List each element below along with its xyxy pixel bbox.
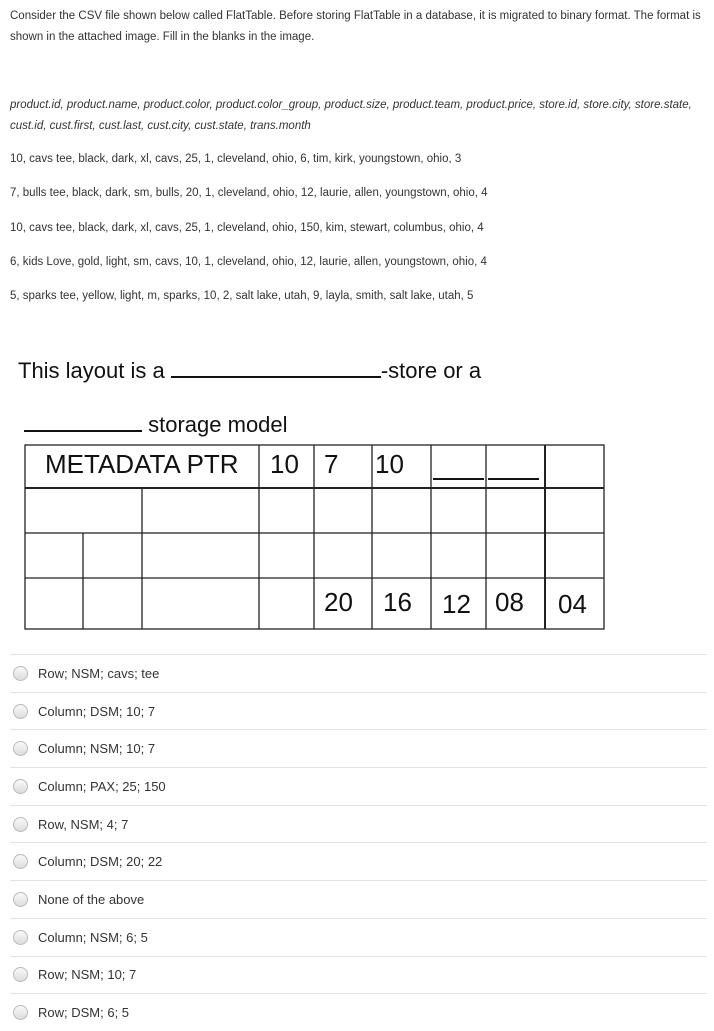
option-label: Column; NSM; 6; 5: [38, 929, 148, 945]
figure-title-suffix: -store or a: [380, 358, 482, 383]
answer-option[interactable]: [10, 767, 707, 805]
radio-button[interactable]: [13, 704, 28, 719]
radio-button[interactable]: [13, 854, 28, 869]
top-cell-value: 7: [324, 449, 339, 479]
csv-row: 10, cavs tee, black, dark, xl, cavs, 25, 1, cleveland, ohio, 150, kim, stewart, columbus, ohio, 4: [10, 222, 484, 234]
answer-option[interactable]: [10, 729, 707, 767]
offset-cell-value: 08: [495, 587, 524, 617]
option-label: Row; NSM; 10; 7: [38, 967, 137, 983]
answer-option[interactable]: [10, 654, 707, 692]
answer-option[interactable]: [10, 805, 707, 843]
radio-button[interactable]: [13, 930, 28, 945]
option-label: Row; NSM; cavs; tee: [38, 665, 160, 681]
figure-title-line2-suffix: storage model: [148, 412, 288, 437]
answer-options: [10, 654, 707, 1031]
answer-option[interactable]: [10, 842, 707, 880]
offset-cell-value: 20: [324, 587, 353, 617]
radio-button[interactable]: [13, 967, 28, 982]
top-cell-value: 10: [375, 449, 404, 479]
radio-button[interactable]: [13, 741, 28, 756]
csv-header: product.id, product.name, product.color, product.color_group, product.size, product.team, product.price, store.id, store.city, store.state, cust.id, cust.first, cust.last, cust.city, cust.state, trans.month: [10, 99, 692, 132]
option-label: Row; DSM; 6; 5: [38, 1005, 130, 1021]
top-cell-value: 10: [270, 449, 299, 479]
answer-option[interactable]: [10, 993, 707, 1031]
question-intro: Consider the CSV file shown below called FlatTable. Before storing FlatTable in a database, it is migrated to binary format. The format is shown in the attached image. Fill in the blanks in the image.: [10, 10, 701, 43]
radio-button[interactable]: [13, 892, 28, 907]
metadata-ptr-label: METADATA PTR: [45, 449, 239, 479]
option-label: Row, NSM; 4; 7: [38, 816, 129, 832]
option-label: Column; DSM; 10; 7: [38, 703, 156, 719]
radio-button[interactable]: [13, 666, 28, 681]
csv-row: 5, sparks tee, yellow, light, m, sparks, 10, 2, salt lake, utah, 9, layla, smith, salt lake, utah, 5: [10, 290, 474, 302]
figure-title-prefix: This layout is a: [18, 358, 171, 383]
offset-cell-value: 12: [442, 589, 471, 619]
offset-cell-value: 04: [558, 589, 587, 619]
answer-option[interactable]: [10, 692, 707, 730]
offset-cell-value: 16: [383, 587, 412, 617]
csv-row: 10, cavs tee, black, dark, xl, cavs, 25, 1, cleveland, ohio, 6, tim, kirk, youngstown, ohio, 3: [10, 153, 462, 165]
answer-option[interactable]: [10, 880, 707, 918]
answer-option[interactable]: [10, 956, 707, 994]
option-label: None of the above: [38, 891, 145, 907]
csv-row: 6, kids Love, gold, light, sm, cavs, 10, 1, cleveland, ohio, 12, laurie, allen, youngstown, ohio, 4: [10, 256, 487, 268]
option-label: Column; NSM; 10; 7: [38, 741, 156, 757]
option-label: Column; DSM; 20; 22: [38, 854, 163, 870]
answer-option[interactable]: [10, 918, 707, 956]
csv-row: 7, bulls tee, black, dark, sm, bulls, 20, 1, cleveland, ohio, 12, laurie, allen, youngstown, ohio, 4: [10, 187, 488, 199]
radio-button[interactable]: [13, 1005, 28, 1020]
option-label: Column; PAX; 25; 150: [38, 778, 166, 794]
radio-button[interactable]: [13, 817, 28, 832]
radio-button[interactable]: [13, 779, 28, 794]
